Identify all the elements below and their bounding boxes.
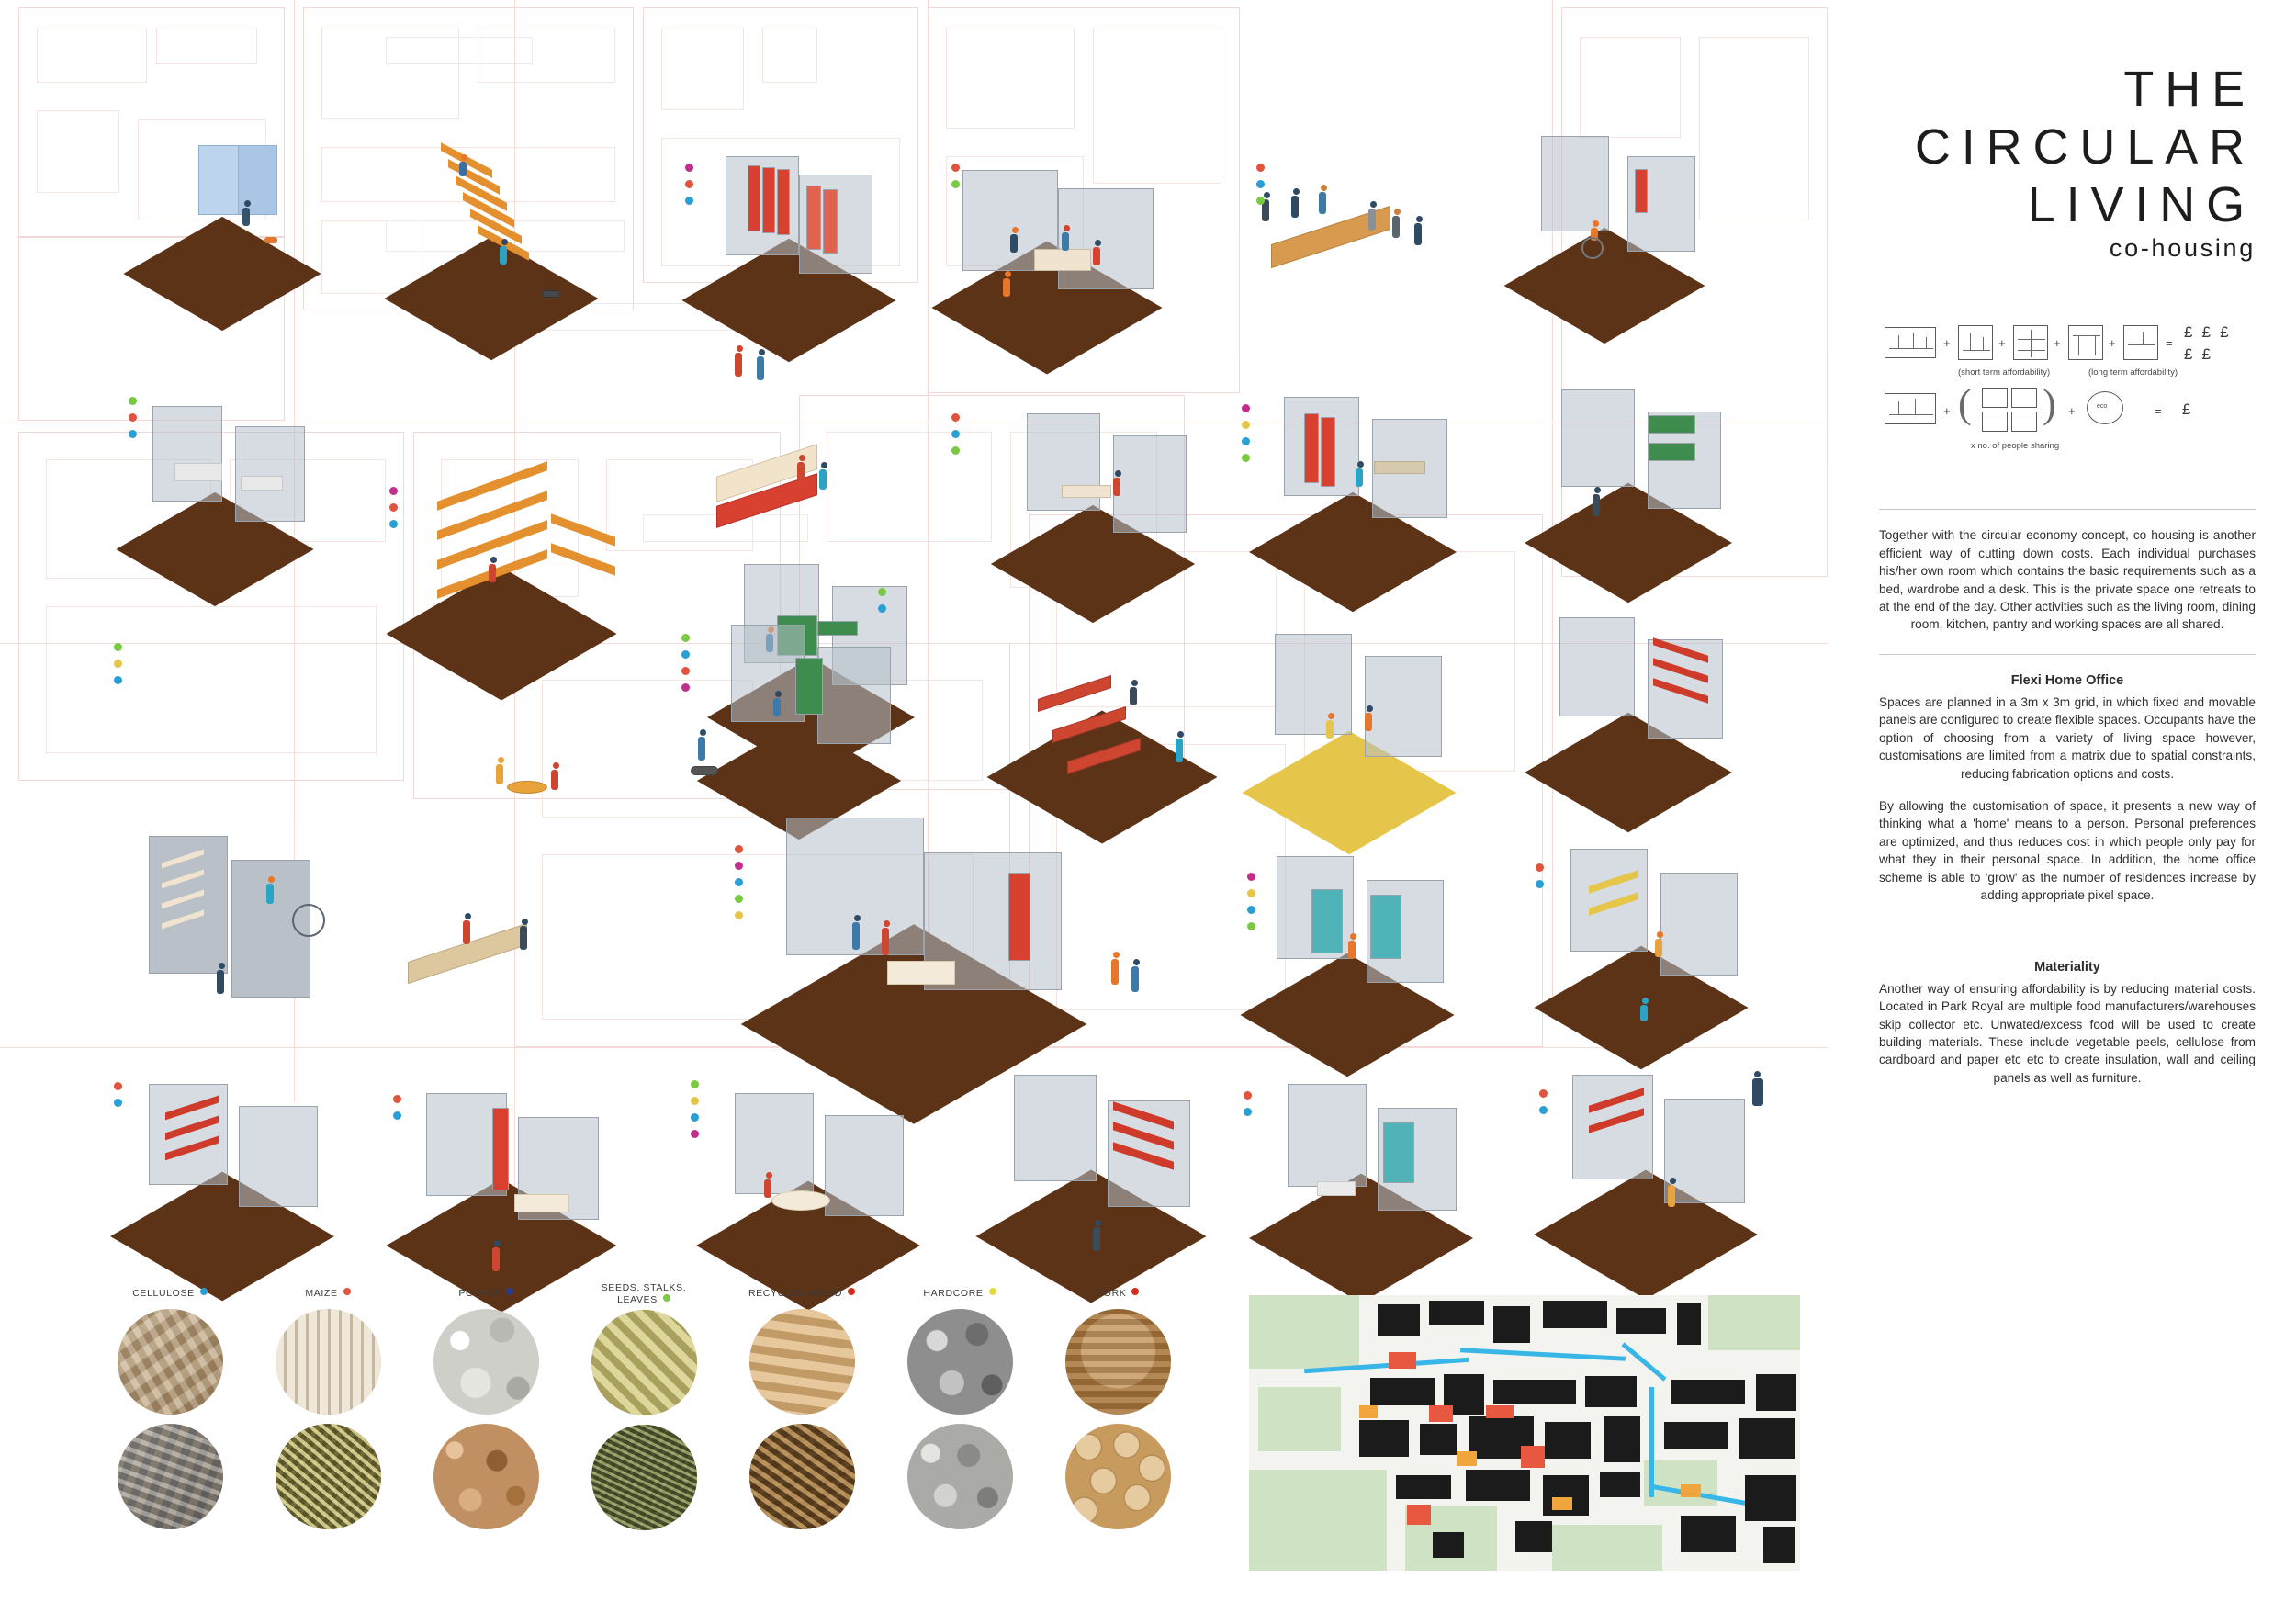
poster-title-block (1879, 64, 2256, 263)
material-swatch-top (591, 1310, 697, 1415)
iso-module-accessible-room (1525, 129, 1727, 312)
material-swatch-top (118, 1309, 223, 1415)
map-site-plot (1486, 1405, 1514, 1418)
material-label (259, 1288, 397, 1300)
iso-module-louvre-red (992, 1066, 1231, 1277)
iso-module-bottom-dining (716, 1084, 946, 1286)
iso-module-teal-bath (1267, 1075, 1497, 1277)
material-recycled-wood (733, 1288, 871, 1529)
map-building (1545, 1422, 1591, 1459)
diagram-icon-machine-1 (1958, 325, 1993, 360)
iso-module-living-room (762, 808, 1111, 1084)
figure-group-center-top (726, 340, 799, 404)
diagram-caption-long-term: (long term affordability) (2088, 367, 2178, 378)
diagram-plus-4: + (2109, 336, 2116, 351)
material-dot-icon (663, 1294, 670, 1302)
iso-module-workstation (404, 1084, 643, 1286)
diagram-icon-eco-gear (2087, 391, 2123, 424)
diagram-equals-1: = (2166, 336, 2173, 351)
material-label (733, 1288, 871, 1300)
material-name: POTATO (458, 1288, 501, 1299)
material-swatch-bottom (433, 1424, 539, 1529)
map-green-area (1249, 1295, 1359, 1369)
map-building (1745, 1475, 1796, 1521)
title-line-2: CIRCULAR (1914, 119, 2256, 175)
material-seeds-stalks-leaves (575, 1282, 713, 1530)
map-building (1739, 1418, 1795, 1459)
iso-module-bunk-wood (698, 418, 882, 556)
material-swatch-top (433, 1309, 539, 1415)
diagram-plus-1: + (1943, 336, 1951, 351)
iso-module-red-partition (1267, 386, 1479, 588)
map-building (1664, 1422, 1728, 1449)
material-name: MAIZE (305, 1288, 338, 1299)
materiality-paragraph: Another way of ensuring affordability is by reducing material costs. Located in Park Royal are multiple food manufacturers/warehouses skip collector etc. Unwated/excess food will be used to create building materials. These include vegetable peels, cellulose from cardboard and paper etc etc to create insulation, wall and ceiling panels as well as furniture. (1879, 981, 2256, 1085)
diagram-plus-2: + (1998, 336, 2006, 351)
material-dot-icon (989, 1288, 996, 1295)
map-building (1493, 1380, 1576, 1404)
material-label (1049, 1288, 1187, 1300)
material-swatch-bottom (276, 1424, 381, 1529)
map-building (1585, 1376, 1637, 1407)
diagram-plus-6: + (2068, 404, 2076, 419)
diagram-icon-factory-2 (1885, 393, 1936, 424)
diagram-icon-machine-4 (2123, 325, 2158, 360)
iso-module-balcony-red (129, 1075, 358, 1277)
material-label (891, 1288, 1029, 1300)
map-green-area (1708, 1295, 1800, 1350)
iso-module-green-bunk (1543, 377, 1754, 579)
map-green-area (1552, 1525, 1662, 1571)
map-building (1671, 1380, 1745, 1404)
material-swatch-bottom (907, 1424, 1013, 1529)
materiality-heading: Materiality (2034, 959, 2100, 975)
map-site-plot (1389, 1352, 1416, 1369)
map-building (1763, 1527, 1795, 1563)
site-location-map (1249, 1295, 1800, 1571)
map-building (1420, 1424, 1457, 1455)
material-swatch-bottom (591, 1425, 697, 1530)
iso-module-study (1010, 404, 1221, 597)
diagram-plus-5: + (1943, 404, 1951, 419)
map-green-area (1644, 1460, 1717, 1506)
material-name: RECYCLED WOOD (748, 1288, 843, 1299)
material-name: CELLULOSE (132, 1288, 195, 1299)
diagram-cost-low: £ (2182, 400, 2194, 419)
figure-group-cafe-table (487, 744, 588, 827)
title-line-3: LIVING (2027, 177, 2256, 233)
material-label (417, 1288, 555, 1300)
material-label: SEEDS, STALKS, LEAVES (601, 1282, 687, 1306)
map-building (1756, 1374, 1796, 1411)
map-site-plot (1521, 1446, 1545, 1468)
title-line-1: THE (2123, 62, 2256, 117)
map-building (1616, 1308, 1666, 1334)
map-building (1359, 1420, 1409, 1457)
flexi-paragraph-2: By allowing the customisation of space, it presents a new way of thinking what a 'home' means to a person. Personal preferences are optimized, and thus reduces cost in which people only pay for what they in their personal space. In addition, the home office scheme is able to 'grow' as the number of residences increase by adding appropriate pixel space. (1879, 799, 2256, 903)
figure-runner (1166, 726, 1221, 790)
diagram-icon-room-d (2011, 412, 2037, 432)
diagram-equals-2: = (2155, 404, 2162, 419)
material-swatch-top (907, 1309, 1013, 1415)
affordability-diagram (1879, 320, 2256, 485)
material-dot-icon (343, 1288, 351, 1295)
map-building (1604, 1416, 1640, 1462)
iso-module-dining-room (946, 161, 1185, 344)
iso-module-red-wardrobe (707, 138, 909, 331)
map-building (1370, 1378, 1435, 1405)
flexi-home-office-heading: Flexi Home Office (2010, 672, 2124, 688)
iso-module-teal-office (1258, 845, 1479, 1056)
map-building (1396, 1475, 1451, 1499)
diagram-cost-high-line2: £ £ (2184, 345, 2213, 364)
divider-1 (1879, 509, 2256, 510)
iso-module-library (404, 441, 643, 680)
map-green-area (1249, 1470, 1387, 1571)
diagram-bracket-open: ( (1958, 381, 1972, 427)
map-building (1681, 1516, 1736, 1552)
title-subtitle: co-housing (2109, 234, 2256, 263)
map-building (1429, 1301, 1484, 1325)
diagram-icon-factory-1 (1885, 327, 1936, 358)
diagram-icon-machine-3 (2068, 325, 2103, 360)
map-site-plot (1429, 1405, 1453, 1422)
map-building (1433, 1532, 1464, 1558)
figure-standing-right (1745, 1066, 1791, 1139)
material-potato (417, 1288, 555, 1529)
map-building (1378, 1304, 1420, 1336)
diagram-cost-high-line1: £ £ £ (2184, 323, 2232, 342)
material-swatch-top (1065, 1309, 1171, 1415)
iso-module-red-shelving (1543, 606, 1754, 808)
material-swatch-bottom (749, 1424, 855, 1529)
divider-2 (1879, 654, 2256, 655)
diagram-icon-room-b (2011, 388, 2037, 408)
map-green-area (1258, 1387, 1341, 1451)
materials-strip (101, 1282, 1185, 1591)
map-building (1543, 1301, 1607, 1328)
diagram-eco-label: eco (2097, 403, 2108, 411)
map-secondary-plot (1681, 1484, 1701, 1497)
material-dot-icon (200, 1288, 208, 1295)
map-secondary-plot (1552, 1497, 1572, 1510)
iso-module-office-table (1231, 161, 1479, 308)
intro-paragraph: Together with the circular economy concept, co housing is another efficient way of cutting down costs. Each individual purchases his/her own room which contains the basic requirements such as a bed, wardrobe and a desk. This is the private space one retreats to at the end of the day. Other activities such as the living room, dining room, kitchen, pantry and working spaces are all shared. (1879, 528, 2256, 632)
material-name: CORK (1096, 1288, 1127, 1299)
map-site-plot (1407, 1505, 1431, 1525)
material-cellulose (101, 1288, 239, 1529)
material-dot-icon (1131, 1288, 1139, 1295)
diagram-icon-machine-2 (2013, 325, 2048, 360)
material-cork (1049, 1288, 1187, 1529)
map-building (1466, 1470, 1530, 1501)
diagram-icon-room-a (1982, 388, 2008, 408)
map-building (1493, 1306, 1530, 1343)
iso-module-blue-tent (147, 129, 331, 303)
figure-group-segway (680, 726, 753, 799)
diagram-bracket-close: ) (2043, 381, 2056, 427)
map-river (1649, 1387, 1654, 1497)
material-swatch-bottom (1065, 1424, 1171, 1529)
material-name: HARDCORE (923, 1288, 984, 1299)
iso-module-staircase (404, 129, 606, 331)
iso-module-kitchen (138, 395, 331, 579)
diagram-icon-room-c (1982, 412, 2008, 432)
iso-module-workbench (386, 882, 606, 1029)
diagram-footnote: x no. of people sharing (1971, 441, 2060, 452)
map-building (1600, 1472, 1640, 1497)
material-maize (259, 1288, 397, 1529)
material-hardcore (891, 1288, 1029, 1529)
map-building (1677, 1303, 1701, 1345)
material-swatch-top (749, 1309, 855, 1415)
diagram-caption-short-term: (short term affordability) (1958, 367, 2051, 378)
material-label (101, 1288, 239, 1300)
figure-child-right (1635, 992, 1671, 1047)
diagram-plus-3: + (2054, 336, 2061, 351)
map-secondary-plot (1359, 1405, 1378, 1418)
flexi-paragraph-1: Spaces are planned in a 3m x 3m grid, in which fixed and movable panels are configured to create flexible spaces. Occupants have the option of choosing from a variety of living space however, customisations are limited from a matrix due to spatial constraints, reducing fabrication options and costs. (1879, 694, 2256, 781)
map-secondary-plot (1457, 1451, 1477, 1466)
right-info-column (1855, 0, 2296, 1624)
material-dot-icon (506, 1288, 513, 1295)
iso-module-play-room (1258, 625, 1479, 827)
material-swatch-top (276, 1309, 381, 1415)
material-swatch-bottom (118, 1424, 223, 1529)
iso-module-ladder-wall (129, 808, 349, 1029)
map-building (1515, 1521, 1552, 1552)
figure-pair-mid (1102, 946, 1176, 1020)
material-dot-icon (848, 1288, 855, 1295)
